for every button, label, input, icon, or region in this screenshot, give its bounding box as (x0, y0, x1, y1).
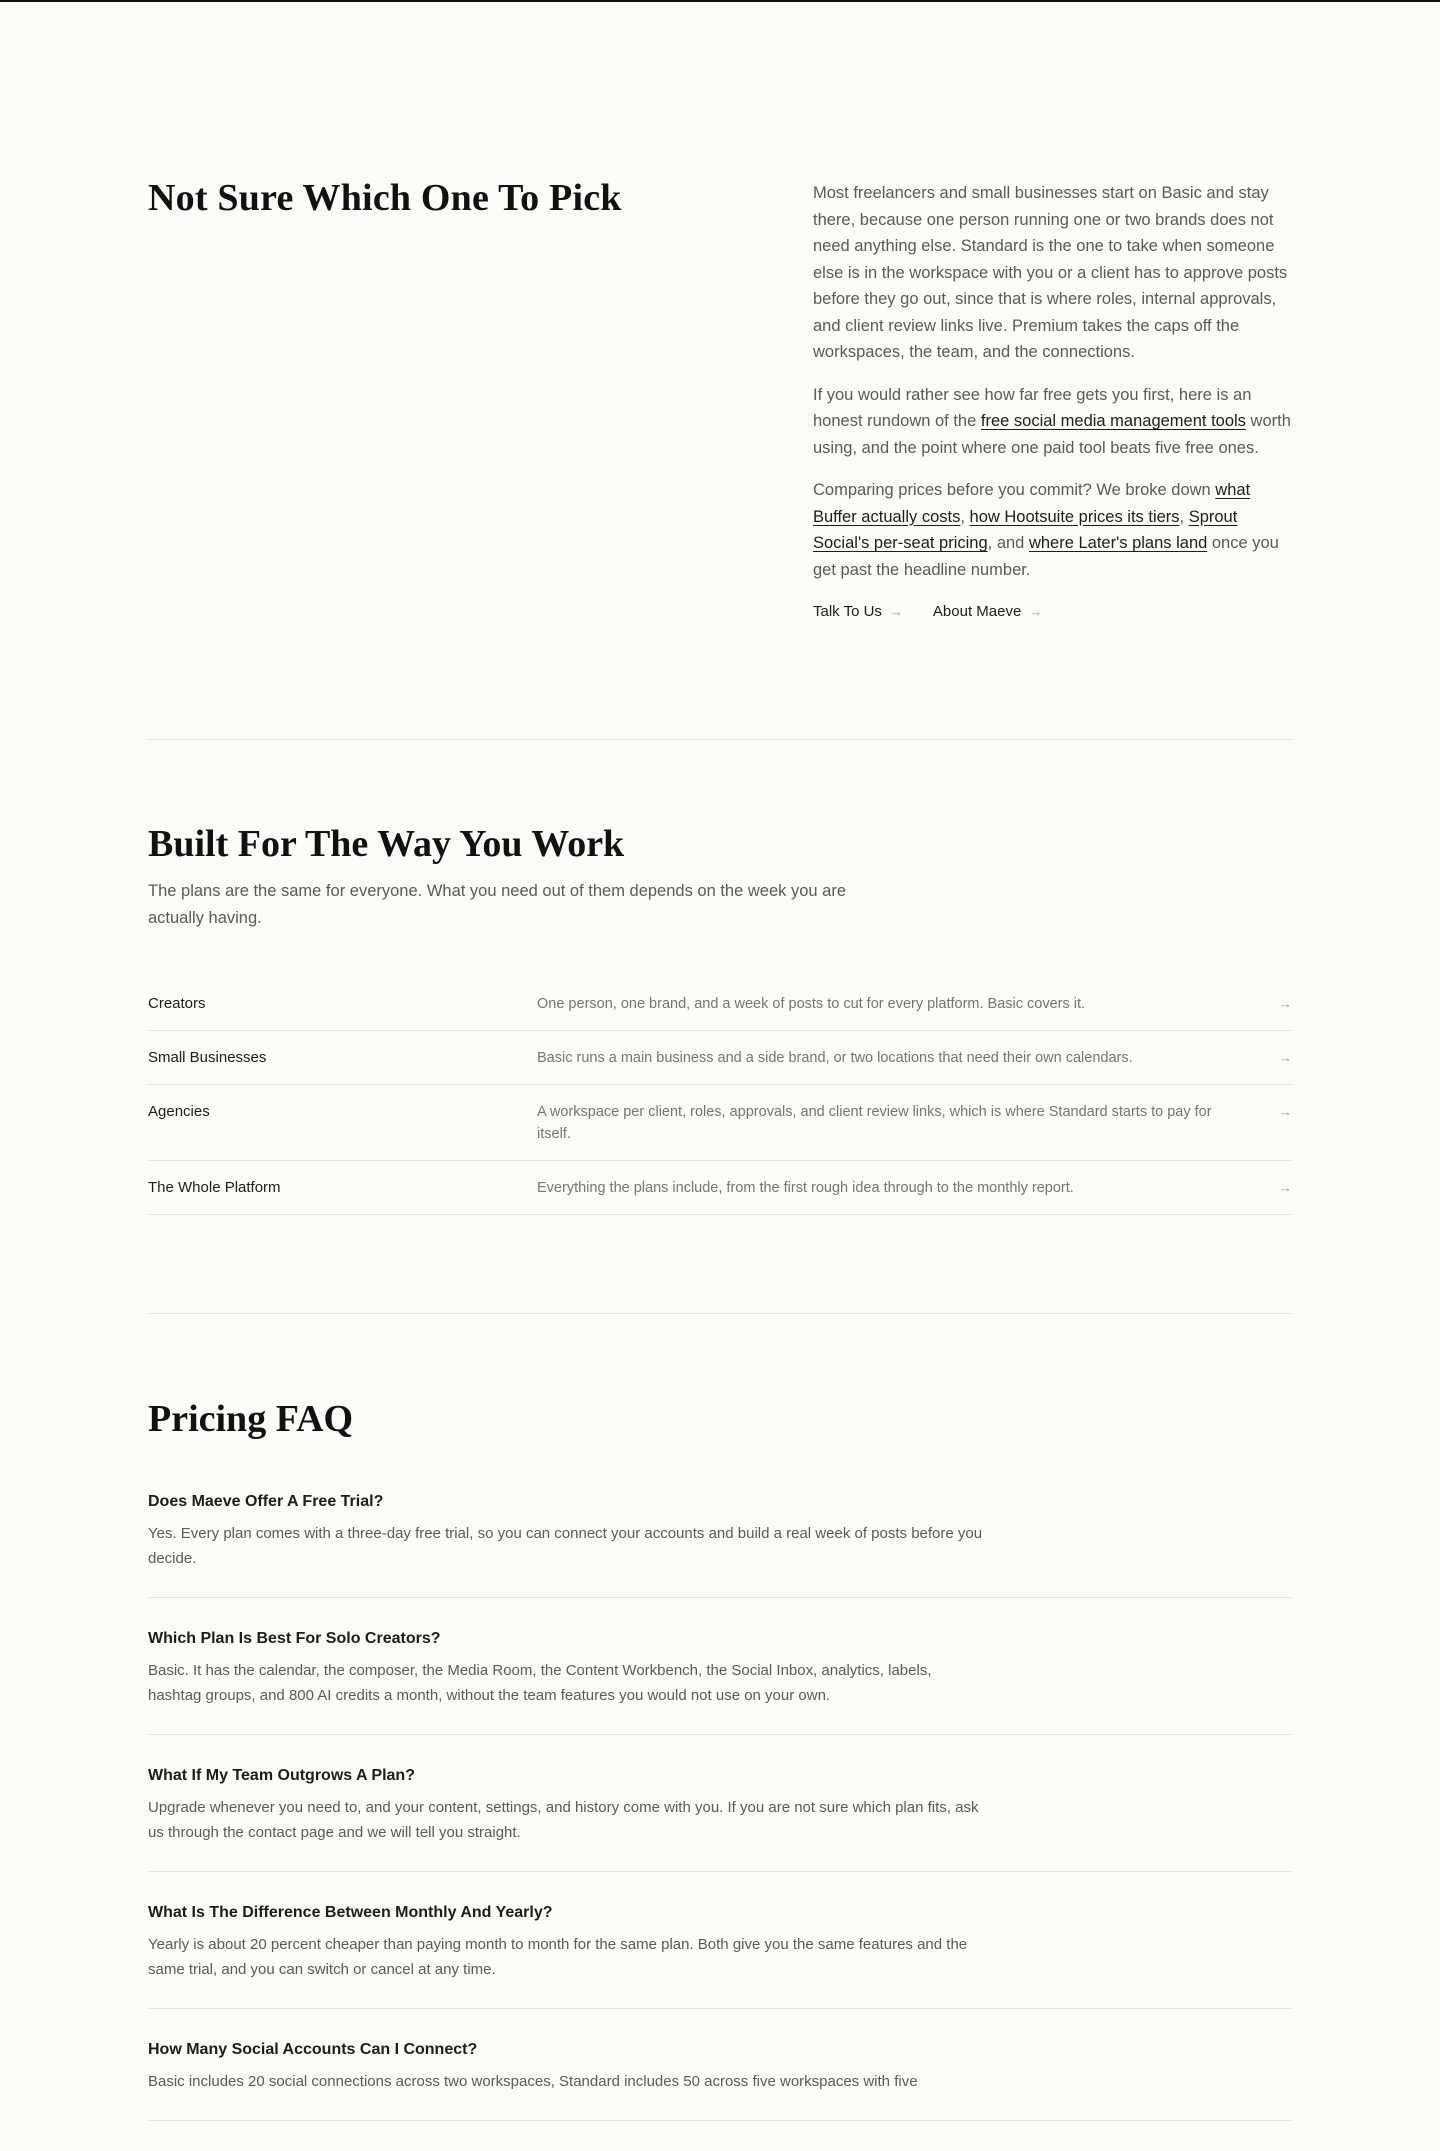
use-cases-section (148, 822, 1292, 1215)
plan-guidance-copy (813, 180, 1293, 620)
section-title: Pricing FAQ (148, 1398, 354, 1440)
faq-answer: Yes. Every plan comes with a three-day free trial, so you can connect your accounts and build a real week of posts before you decide. (148, 1525, 983, 1567)
hootsuite-pricing-link[interactable]: how Hootsuite prices its tiers (969, 507, 1180, 526)
cta-row (813, 603, 1293, 620)
about-maeve-link[interactable]: About Maeve → (932, 603, 1043, 620)
later-plans-link[interactable]: where Later's plans land (1028, 534, 1208, 552)
faq-answer: Basic. It has the calendar, the composer, the Media Room, the Content Workbench, the Social Inbox, analytics, labels, hashtag groups, and 800 AI credits a month, without the team features you would not use on your own. (148, 1662, 932, 1704)
faq-item (148, 1491, 1292, 1598)
plan-guidance-paragraph-1: Most freelancers and small businesses start on Basic and stay there, because one person running one or two brands does not need anything else. Standard is the one to take when someone else is in the workspace with you or a client has to approve posts before they go out, since that is where roles, internal approvals, and client review links live. Premium takes the caps off the workspaces, the team, and the connections. (813, 184, 1288, 361)
free-tools-link[interactable]: free social media management tools (980, 412, 1246, 430)
faq-answer: Basic includes 20 social connections across two workspaces, Standard includes 50 across five workspaces with five (148, 2073, 918, 2090)
section-title: Built For The Way You Work (148, 823, 625, 865)
arrow-right-icon: → (889, 604, 903, 619)
arrow-right-icon: → (1279, 996, 1292, 1011)
use-case-creators[interactable] (148, 977, 1292, 1031)
use-case-name: Small Businesses (148, 1049, 267, 1066)
faq-answer: Yearly is about 20 percent cheaper than paying month to month for the same plan. Both give you the same features and the same trial, and you can switch or cancel at any time. (148, 1936, 968, 1978)
section-title: Not Sure Which One To Pick (148, 177, 622, 219)
use-case-small-businesses[interactable] (148, 1031, 1292, 1085)
section-intro: The plans are the same for everyone. What you need out of them depends on the week you are actually having. (148, 882, 847, 927)
faq-answer: Upgrade whenever you need to, and your content, settings, and history come with you. If you are not sure which plan fits, ask us through the contact page and we will tell you straight. (148, 1799, 979, 1841)
use-case-name: Creators (148, 995, 206, 1012)
use-case-agencies[interactable] (148, 1085, 1292, 1161)
buffer-cost-link[interactable]: what Buffer actually costs (813, 481, 1251, 526)
faq-item (148, 2039, 1292, 2121)
use-case-list (148, 977, 1292, 1215)
section-divider (148, 739, 1292, 740)
faq-question: Does Maeve Offer A Free Trial? (148, 1493, 384, 1510)
use-case-description: One person, one brand, and a week of posts to cut for every platform. Basic covers it. (537, 996, 1086, 1012)
use-case-whole-platform[interactable] (148, 1161, 1292, 1215)
arrow-right-icon: → (1279, 1050, 1292, 1065)
use-case-description: A workspace per client, roles, approvals, and client review links, which is where Standard starts to pay for itself. (537, 1104, 1212, 1142)
arrow-right-icon: → (1279, 1104, 1292, 1119)
talk-to-us-link[interactable]: Talk To Us → (813, 603, 903, 620)
faq-item (148, 1765, 1292, 1872)
arrow-right-icon: → (1029, 604, 1043, 619)
use-case-description: Basic runs a main business and a side brand, or two locations that need their own calendars. (537, 1050, 1133, 1066)
use-case-name: Agencies (148, 1103, 210, 1120)
use-case-name: The Whole Platform (148, 1179, 281, 1196)
faq-question: How Many Social Accounts Can I Connect? (148, 2041, 478, 2058)
faq-item (148, 1902, 1292, 2009)
faq-list (148, 1491, 1292, 2121)
sprout-social-pricing-link[interactable]: Sprout Social's per-seat pricing (813, 507, 1238, 552)
pricing-faq-section (148, 1397, 1292, 2151)
faq-item (148, 1628, 1292, 1735)
faq-question: What If My Team Outgrows A Plan? (148, 1767, 415, 1784)
plan-guidance-paragraph-3: Comparing prices before you commit? We broke down what Buffer actually costs, how Hootsuite prices its tiers, Sprout Social's per-seat pricing, and where Later's plans land once you get past the headline number. (813, 481, 1279, 579)
faq-question: What Is The Difference Between Monthly And Yearly? (148, 1904, 553, 1921)
plan-guidance-paragraph-2: If you would rather see how far free gets you first, here is an honest rundown of the free social media management tools worth using, and the point where one paid tool beats five free ones. (813, 385, 1291, 457)
faq-question: Which Plan Is Best For Solo Creators? (148, 1630, 441, 1647)
section-divider (148, 1313, 1292, 1314)
use-case-description: Everything the plans include, from the first rough idea through to the monthly report. (537, 1180, 1074, 1196)
arrow-right-icon: → (1279, 1180, 1292, 1195)
